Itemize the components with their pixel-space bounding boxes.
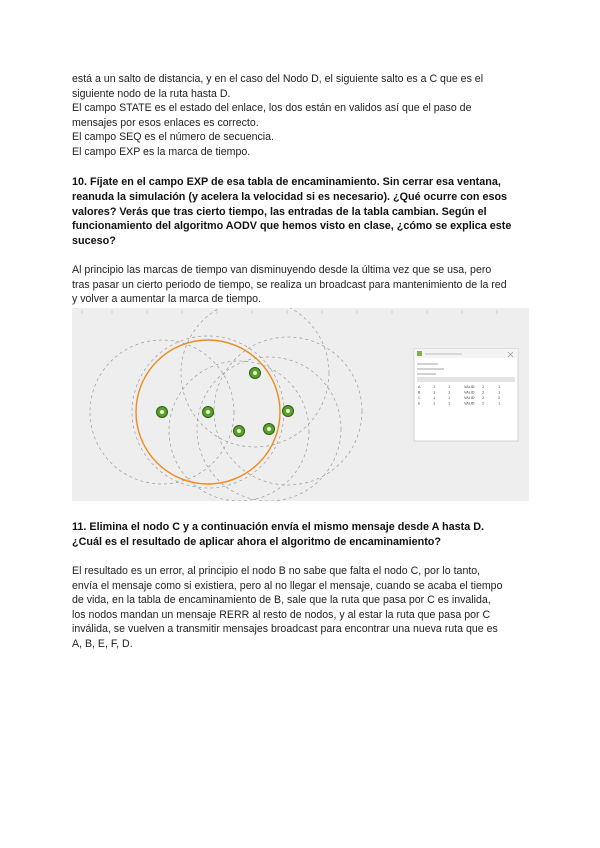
answer-11 [72,564,532,652]
table-cell: 2 [482,396,485,400]
window-icon [417,351,422,356]
text-line: Al principio las marcas de tiempo van disminuyendo desde la última vez que se usa, pero [72,264,492,276]
text-line: está a un salto de distancia, y en el caso del Nodo D, el siguiente salto es a C que es el [72,73,484,85]
table-cell: 1 [433,396,436,400]
table-cell: 1 [498,390,501,395]
table-cell: 2 [482,390,485,395]
node [250,368,261,379]
table-cell: 2 [482,385,485,389]
text-line: ¿Cuál es el resultado de aplicar ahora el algoritmo de encaminamiento? [72,535,441,548]
text-line: los nodos mandan un mensaje RERR al resto de nodos, y al estar la ruta que pasa por C [72,608,491,621]
routing-table-explanation [72,72,532,160]
simulation-screenshot [72,308,529,501]
text-line: de vida, en la tabla de encaminamiento de B, sale que la ruta que pasa por C es invalida, [72,594,491,607]
table-cell: B [418,390,421,395]
table-cell: 2 [498,396,501,400]
text-line: suceso? [72,235,116,248]
text-line: siguiente nodo de la ruta hasta D. [72,87,231,100]
node [283,406,294,417]
table-cell: 1 [498,385,501,389]
text-line: funcionamiento del algoritmo AODV que hemos visto en clase, ¿cómo se explica este [72,220,512,233]
text-line: 11. Elimina el nodo C y a continuación envía el mismo mensaje desde A hasta D. [72,521,485,533]
table-cell: VALID [464,396,475,400]
table-cell: VALID [464,390,475,395]
question-11 [72,520,532,550]
table-cell: C [418,396,421,400]
table-cell: 1 [448,401,451,406]
answer-10 [72,263,532,307]
node [203,407,214,418]
table-cell: 1 [433,385,436,389]
text-line: mensajes por esos enlaces es correcto. [72,116,259,129]
table-cell: VALID [464,401,475,406]
text-line: tras pasar un cierto periodo de tiempo, se realiza un broadcast para mantenimiento de la red [72,278,507,291]
text-line: y volver a aumentar la marca de tiempo. [72,293,262,306]
table-cell: 1 [433,401,436,406]
text-line: El campo EXP es la marca de tiempo. [72,145,251,158]
text-line: A, B, E, F, D. [72,637,133,650]
table-cell: 2 [482,401,485,406]
network-simulation-graphic [72,308,529,501]
routing-table-window [414,349,518,441]
text-line: envía el mensaje como si existiera, pero al no llegar el mensaje, cuando se acaba el tiempo [72,579,503,592]
table-cell: 1 [433,390,436,395]
node [157,407,168,418]
table-cell: A [418,385,421,389]
node [234,426,245,437]
table-cell: E [418,401,421,406]
table-cell: 1 [498,401,501,406]
node [264,424,275,435]
text-line: reanuda la simulación (y acelera la velocidad si es necesario). ¿Qué ocurre con esos [72,190,508,203]
table-cell: VALID [464,385,475,389]
text-line: valores? Verás que tras cierto tiempo, las entradas de la tabla cambian. Según el [72,205,487,218]
range-circles [90,308,362,501]
text-line: El campo SEQ es el número de secuencia. [72,131,274,144]
table-cell: 1 [448,390,451,395]
text-line: El campo STATE es el estado del enlace, los dos están en validos así que el paso de [72,102,472,115]
table-cell: 1 [448,396,451,400]
question-10 [72,175,532,249]
table-cell: 1 [448,385,451,389]
text-line: El resultado es un error, al principio el nodo B no sabe que falta el nodo C, por lo tanto, [72,565,481,577]
ruler-ticks [82,310,497,314]
text-line: inválida, se vuelven a transmitir mensajes broadcast para encontrar una nueva ruta que es [72,623,498,636]
text-line: 10. Fíjate en el campo EXP de esa tabla de encaminamiento. Sin cerrar esa ventana, [72,176,501,188]
